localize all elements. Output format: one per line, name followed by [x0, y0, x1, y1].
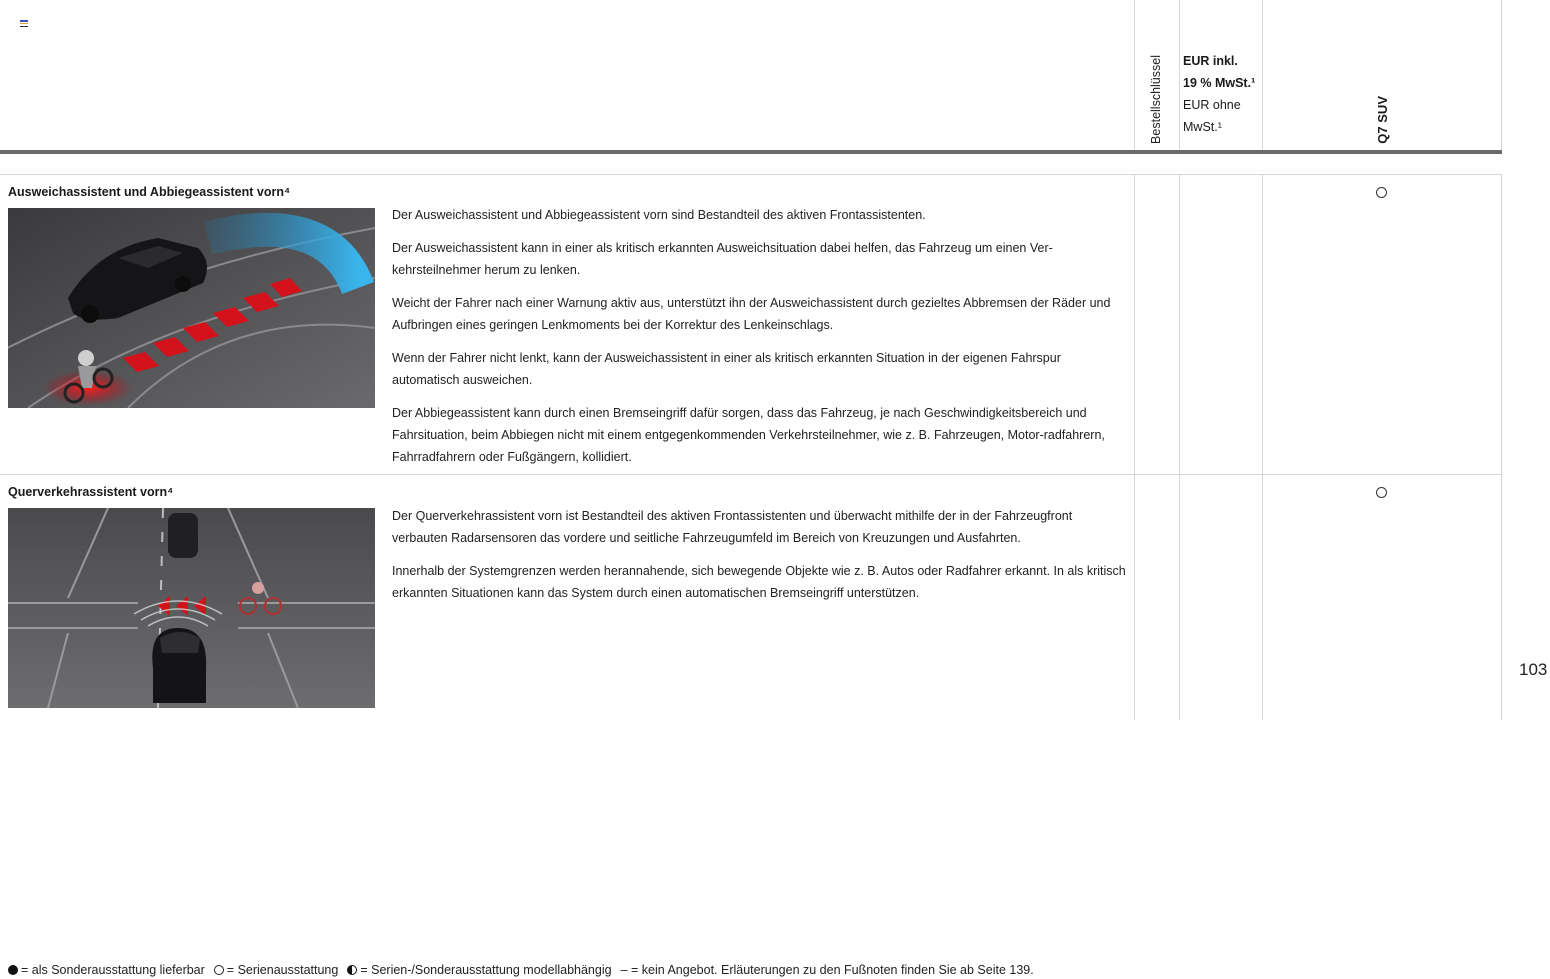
col-divider — [1179, 0, 1180, 150]
legend-item-optional — [8, 963, 205, 977]
price-incl-line-2: 19 % MwSt.¹ — [1183, 76, 1256, 90]
half-circle-icon — [347, 965, 357, 975]
col-divider — [1262, 0, 1263, 150]
col-divider — [1134, 174, 1135, 720]
legend-item-model-dependent — [347, 963, 611, 977]
legend-none-text: – = kein Angebot. Erläuterungen zu den Fußnoten finden Sie ab Seite 139. — [620, 963, 1034, 977]
description-paragraph: Wenn der Fahrer nicht lenkt, kann der Ausweichassistent in einer als kritisch erkannten Situation in der eigenen Fahrspur automatisch ausweichen. — [392, 351, 1061, 387]
description-paragraph: Der Ausweichassistent kann in einer als kritisch erkannten Ausweichsituation dabei helfen, das Fahrzeug um einen Ver-kehrsteilnehmer herum zu lenken. — [392, 241, 1053, 277]
row-title: Ausweichassistent und Abbiegeassistent vorn⁴ — [8, 185, 291, 199]
legend-item-none — [621, 963, 1034, 977]
col-divider — [1501, 0, 1502, 150]
legend — [8, 963, 1043, 977]
price-excl-line-2: MwSt.¹ — [1183, 120, 1222, 134]
col-divider — [1134, 0, 1135, 150]
order-key-label: Bestellschlüssel — [1149, 55, 1163, 144]
row-divider-top — [0, 174, 1502, 175]
filled-circle-icon — [8, 965, 18, 975]
header-rule — [0, 150, 1502, 154]
row-description — [392, 204, 1130, 479]
standard-equipment-mark — [1376, 187, 1387, 198]
standard-equipment-mark — [1376, 487, 1387, 498]
legend-standard-text: = Serienausstattung — [226, 963, 339, 977]
cross-traffic-assist-image — [8, 508, 375, 708]
evasive-assist-image — [8, 208, 375, 408]
model-label: Q7 SUV — [1375, 96, 1390, 144]
description-paragraph: Der Querverkehrassistent vorn ist Bestandteil des aktiven Frontassistenten und überwacht mithilfe der in der Fahrzeugfront verbauten Radarsensoren das vordere und seitliche Fahrzeugumfeld im Bereich von Kreuzungen und Ausfahrten. — [392, 509, 1073, 545]
description-paragraph: Der Abbiegeassistent kann durch einen Bremseingriff dafür sorgen, dass das Fahrzeug, je nach Geschwindigkeitsbereich und Fahrsituation, beim Abbiegen nicht mit einem entgegenkommenden Verkehrsteilnehmer, wie z. B. Fahrzeugen, Motor-radfahrern, Fahrradfahrern oder Fußgängern, kollidiert. — [392, 406, 1105, 464]
legend-optional-text: = als Sonderausstattung lieferbar — [21, 963, 205, 977]
legend-item-standard — [214, 963, 339, 977]
page-number: 103 — [1519, 660, 1548, 679]
model-header — [0, 0, 1550, 152]
col-divider — [1501, 174, 1502, 720]
col-divider — [1179, 174, 1180, 720]
row-description — [392, 505, 1130, 615]
row-title: Querverkehrassistent vorn⁴ — [8, 485, 174, 499]
empty-circle-icon — [214, 965, 224, 975]
col-divider — [1262, 174, 1263, 720]
price-incl-line-1: EUR inkl. — [1183, 54, 1238, 68]
description-paragraph: Innerhalb der Systemgrenzen werden herannahende, sich bewegende Objekte wie z. B. Autos oder Radfahrer erkannt. In als kritisch erkannten Situationen kann das System durch einen automatischen Bremseingriff unterstützen. — [392, 564, 1126, 600]
description-paragraph: Weicht der Fahrer nach einer Warnung aktiv aus, unterstützt ihn der Ausweichassistent durch gezieltes Abbremsen der Räder und Aufbringen eines geringen Lenkmoments bei der Korrektur des Lenkeinschlags. — [392, 296, 1111, 332]
price-excl-line-1: EUR ohne — [1183, 98, 1241, 112]
legend-model-dependent-text: = Serien-/Sonderausstattung modellabhängig — [360, 963, 612, 977]
description-paragraph: Der Ausweichassistent und Abbiegeassistent vorn sind Bestandteil des aktiven Frontassistenten. — [392, 208, 926, 222]
